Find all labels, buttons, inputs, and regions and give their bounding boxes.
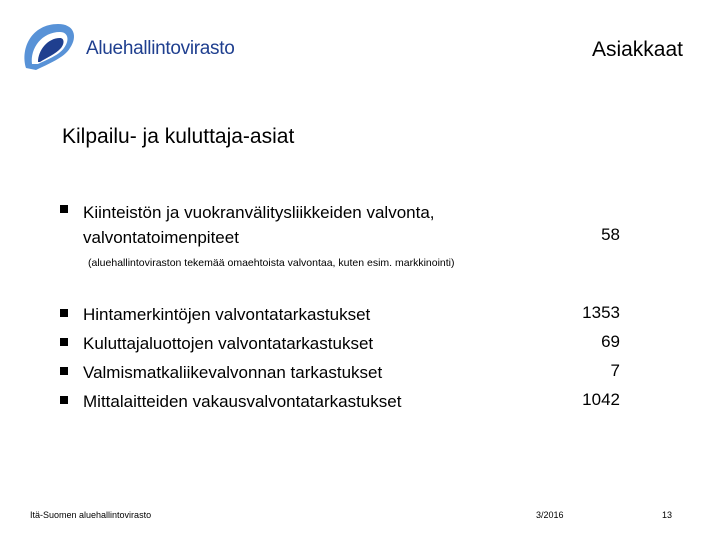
list-item-value: 58 (601, 225, 620, 244)
list-item-label-line1: Kiinteistön ja vuokranvälitysliikkeiden valvonta, (83, 203, 435, 222)
list-item-label: Kuluttajaluottojen valvontatarkastukset (83, 334, 374, 353)
list-item-value: 1353 (582, 303, 620, 322)
slide-category: Asiakkaat (591, 38, 683, 61)
footnote: (aluehallintoviraston tekemää omaehtoista valvontaa, kuten esim. markkinointi) (88, 257, 455, 269)
bullet-icon (60, 205, 68, 213)
bullet-icon (60, 309, 68, 317)
bullet-icon (60, 367, 68, 375)
list-item (83, 200, 435, 250)
list-item-label-line2: valvontatoimenpiteet (83, 228, 239, 247)
list-item-label: Hintamerkintöjen valvontatarkastukset (83, 305, 371, 324)
list-item-value: 1042 (582, 390, 620, 409)
footer-page-number: 13 (661, 510, 672, 520)
list-item-value: 69 (601, 332, 620, 351)
bullet-icon (60, 396, 68, 404)
avi-logo-icon (18, 18, 80, 80)
list-item-label: Mittalaitteiden vakausvalvontatarkastukset (83, 392, 402, 411)
brand-name: Aluehallintovirasto (86, 38, 235, 59)
list-item-label: Valmismatkaliikevalvonnan tarkastukset (83, 363, 383, 382)
footer-date: 3/2016 (536, 510, 564, 520)
list-item-value: 7 (610, 361, 620, 380)
section-title: Kilpailu- ja kuluttaja-asiat (62, 125, 295, 148)
footer-organization: Itä-Suomen aluehallintovirasto (30, 510, 152, 520)
bullet-icon (60, 338, 68, 346)
